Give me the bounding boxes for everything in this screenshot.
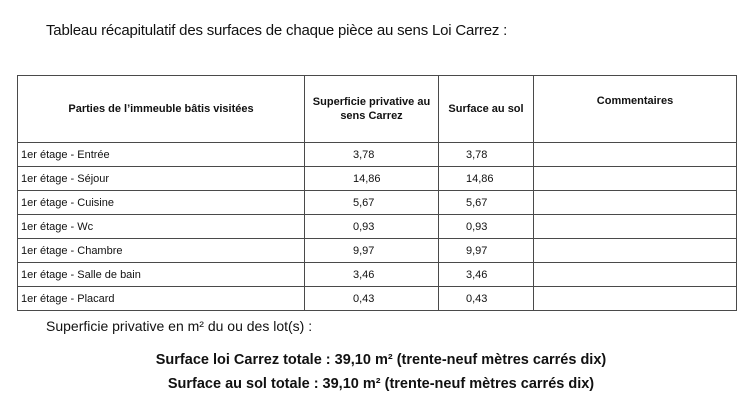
- cell-part: 1er étage - Salle de bain: [18, 263, 305, 287]
- cell-carrez: 0,43: [305, 287, 439, 311]
- cell-part: 1er étage - Chambre: [18, 239, 305, 263]
- cell-comment: [534, 191, 737, 215]
- table-row: [18, 191, 737, 215]
- table-body: [18, 143, 737, 311]
- cell-comment: [534, 239, 737, 263]
- table-row: [18, 263, 737, 287]
- table-row: [18, 143, 737, 167]
- total-sol: Surface au sol totale : 39,10 m² (trente-neuf mètres carrés dix): [167, 376, 595, 392]
- cell-comment: [534, 287, 737, 311]
- superficie-subheading: Superficie privative en m² du ou des lot(s) :: [46, 318, 313, 334]
- cell-carrez: 14,86: [305, 167, 439, 191]
- cell-comment: [534, 263, 737, 287]
- cell-part: 1er étage - Séjour: [18, 167, 305, 191]
- cell-part: 1er étage - Entrée: [18, 143, 305, 167]
- cell-carrez: 5,67: [305, 191, 439, 215]
- cell-sol: 14,86: [439, 167, 534, 191]
- cell-sol: 0,43: [439, 287, 534, 311]
- cell-part: 1er étage - Wc: [18, 215, 305, 239]
- surfaces-table: [17, 75, 737, 311]
- column-header-superficie-carrez: Superficie privative au sens Carrez: [305, 76, 439, 143]
- table-row: [18, 287, 737, 311]
- table-row: [18, 239, 737, 263]
- column-header-parties: Parties de l’immeuble bâtis visitées: [18, 76, 305, 143]
- cell-comment: [534, 143, 737, 167]
- cell-sol: 3,46: [439, 263, 534, 287]
- cell-sol: 3,78: [439, 143, 534, 167]
- cell-carrez: 0,93: [305, 215, 439, 239]
- cell-carrez: 3,46: [305, 263, 439, 287]
- document-heading: Tableau récapitulatif des surfaces de chaque pièce au sens Loi Carrez :: [46, 22, 508, 39]
- cell-part: 1er étage - Cuisine: [18, 191, 305, 215]
- column-header-surface-sol: Surface au sol: [439, 76, 534, 143]
- cell-carrez: 9,97: [305, 239, 439, 263]
- cell-carrez: 3,78: [305, 143, 439, 167]
- table-header: [18, 76, 737, 143]
- cell-sol: 9,97: [439, 239, 534, 263]
- cell-comment: [534, 167, 737, 191]
- cell-comment: [534, 215, 737, 239]
- table-header-row: [18, 76, 737, 143]
- cell-part: 1er étage - Placard: [18, 287, 305, 311]
- column-header-commentaires: Commentaires: [534, 76, 737, 143]
- table-row: [18, 167, 737, 191]
- cell-sol: 0,93: [439, 215, 534, 239]
- cell-sol: 5,67: [439, 191, 534, 215]
- table-row: [18, 215, 737, 239]
- total-carrez: Surface loi Carrez totale : 39,10 m² (trente-neuf mètres carrés dix): [155, 352, 607, 368]
